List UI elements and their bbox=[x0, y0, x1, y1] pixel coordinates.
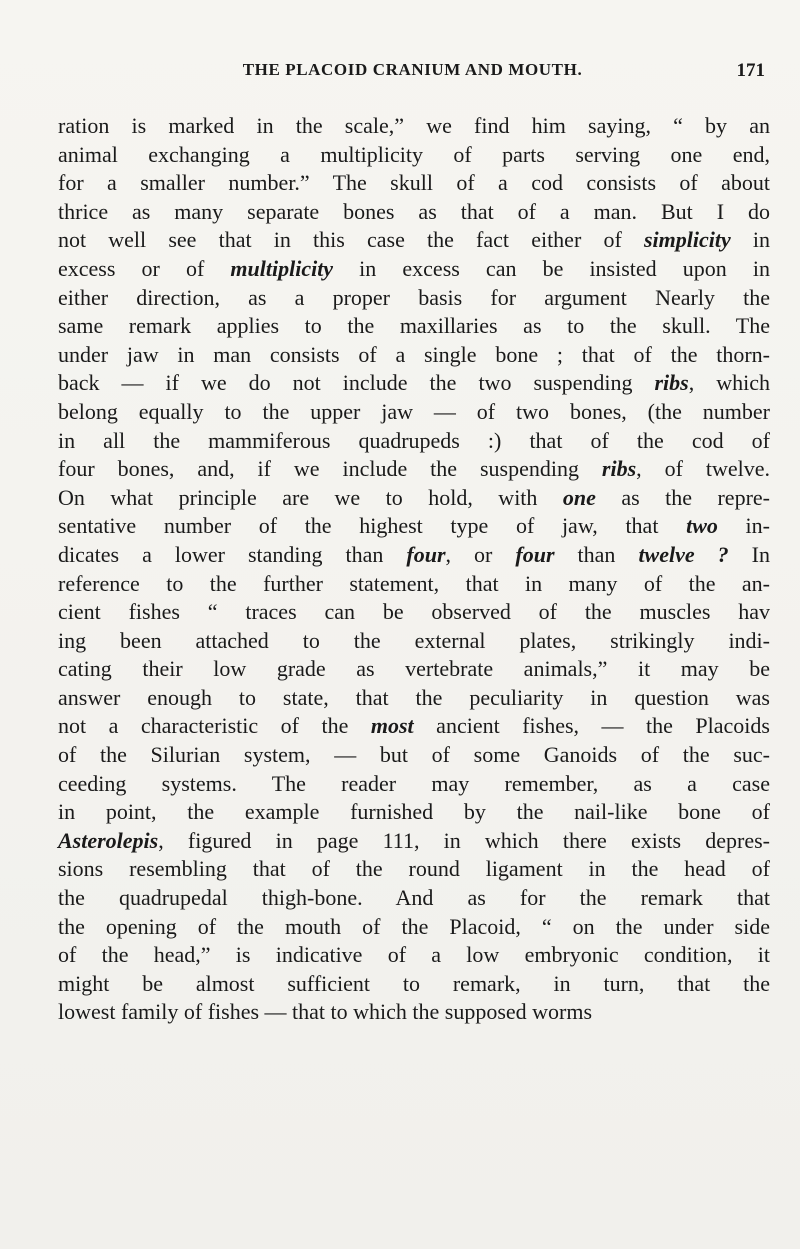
text-segment: reference to the further statement, that in many of the an- bbox=[58, 570, 770, 596]
text-segment: the quadrupedal thigh-bone. And as for the remark that bbox=[58, 885, 770, 911]
text-segment: sentative number of the highest type of jaw, that bbox=[58, 513, 687, 539]
text-segment: under jaw in man consists of a single bone ; that of the thorn- bbox=[58, 341, 770, 367]
text-segment: the opening of the mouth of the Placoid, “ on the under side bbox=[58, 913, 770, 939]
italic-text: two bbox=[686, 513, 718, 539]
text-line bbox=[58, 827, 770, 856]
text-line bbox=[58, 198, 770, 227]
text-line bbox=[58, 998, 770, 1027]
italic-text: ribs bbox=[654, 370, 689, 396]
text-segment: ancient fishes, — the Placoids bbox=[413, 713, 770, 739]
text-line bbox=[58, 770, 770, 799]
text-segment: in point, the example furnished by the nail-like bone of bbox=[58, 799, 770, 825]
text-segment: , or bbox=[445, 541, 516, 567]
text-line bbox=[58, 627, 770, 656]
text-line bbox=[58, 655, 770, 684]
text-segment: in bbox=[730, 227, 770, 253]
italic-text: four bbox=[406, 541, 446, 567]
text-line bbox=[58, 913, 770, 942]
body-text bbox=[58, 112, 770, 1027]
italic-text: four bbox=[515, 541, 555, 567]
text-segment: of the head,” is indicative of a low embryonic condition, it bbox=[58, 942, 770, 968]
text-line bbox=[58, 427, 770, 456]
italic-text: one bbox=[562, 484, 596, 510]
text-segment: ceeding systems. The reader may remember, as a case bbox=[58, 770, 770, 796]
text-segment: either direction, as a proper basis for argument Nearly the bbox=[58, 284, 770, 310]
text-line bbox=[58, 684, 770, 713]
text-segment: in all the mammiferous quadrupeds :) that of the cod of bbox=[58, 427, 770, 453]
italic-text: most bbox=[370, 713, 414, 739]
text-line bbox=[58, 970, 770, 999]
text-segment: lowest family of fishes — that to which the supposed worms bbox=[58, 999, 593, 1025]
page-number: 171 bbox=[736, 60, 765, 81]
text-segment: answer enough to state, that the peculiarity in question was bbox=[58, 684, 770, 710]
text-segment: in- bbox=[717, 513, 770, 539]
running-title: THE PLACOID CRANIUM AND MOUTH. bbox=[242, 60, 583, 79]
italic-text: Asterolepis bbox=[58, 827, 159, 853]
text-segment: animal exchanging a multiplicity of parts serving one end, bbox=[58, 141, 770, 167]
text-line bbox=[58, 112, 770, 141]
text-line bbox=[58, 312, 770, 341]
text-segment: In bbox=[728, 541, 770, 567]
italic-text: ribs bbox=[601, 456, 637, 482]
italic-text: simplicity bbox=[643, 227, 731, 253]
text-segment: sions resembling that of the round ligament in the head of bbox=[58, 856, 770, 882]
text-line bbox=[58, 512, 770, 541]
text-segment: On what principle are we to hold, with bbox=[58, 484, 563, 510]
text-line bbox=[58, 341, 770, 370]
text-line bbox=[58, 798, 770, 827]
text-line bbox=[58, 255, 770, 284]
text-line bbox=[58, 712, 770, 741]
italic-text: twelve ? bbox=[638, 541, 729, 567]
text-segment: , which bbox=[688, 370, 770, 396]
text-segment: not well see that in this case the fact either of bbox=[58, 227, 644, 253]
text-line bbox=[58, 226, 770, 255]
text-segment: ing been attached to the external plates, strikingly indi- bbox=[58, 627, 770, 653]
text-segment: thrice as many separate bones as that of a man. But I do bbox=[58, 198, 770, 224]
text-segment: not a characteristic of the bbox=[58, 713, 371, 739]
text-line bbox=[58, 884, 770, 913]
text-line bbox=[58, 855, 770, 884]
text-line bbox=[58, 398, 770, 427]
text-segment: excess or of bbox=[58, 255, 231, 281]
text-line bbox=[58, 741, 770, 770]
text-segment: four bones, and, if we include the suspending bbox=[58, 456, 602, 482]
text-segment: , of twelve. bbox=[636, 456, 771, 482]
text-segment: as the repre- bbox=[595, 484, 770, 510]
text-line bbox=[58, 570, 770, 599]
running-head bbox=[60, 60, 765, 84]
text-segment: back — if we do not include the two suspending bbox=[58, 370, 655, 396]
text-segment: same remark applies to the maxillaries as to the skull. The bbox=[58, 313, 770, 339]
text-segment: in excess can be insisted upon in bbox=[333, 255, 770, 281]
italic-text: multiplicity bbox=[230, 255, 334, 281]
text-segment: than bbox=[554, 541, 639, 567]
text-line bbox=[58, 141, 770, 170]
text-line bbox=[58, 284, 770, 313]
text-segment: belong equally to the upper jaw — of two bones, (the number bbox=[58, 398, 770, 424]
text-line bbox=[58, 598, 770, 627]
text-line bbox=[58, 455, 770, 484]
text-line bbox=[58, 541, 770, 570]
text-segment: for a smaller number.” The skull of a cod consists of about bbox=[58, 170, 770, 196]
text-line bbox=[58, 484, 770, 513]
text-segment: dicates a lower standing than bbox=[58, 541, 407, 567]
text-segment: might be almost sufficient to remark, in turn, that the bbox=[58, 970, 770, 996]
text-segment: cient fishes “ traces can be observed of the muscles hav bbox=[58, 599, 770, 625]
text-segment: ration is marked in the scale,” we find him saying, “ by an bbox=[58, 113, 770, 138]
text-segment: cating their low grade as vertebrate animals,” it may be bbox=[58, 656, 770, 682]
text-segment: of the Silurian system, — but of some Ganoids of the suc- bbox=[58, 742, 770, 768]
text-line bbox=[58, 369, 770, 398]
text-segment: , figured in page 111, in which there exists depres- bbox=[158, 827, 770, 853]
text-line bbox=[58, 941, 770, 970]
text-line bbox=[58, 169, 770, 198]
